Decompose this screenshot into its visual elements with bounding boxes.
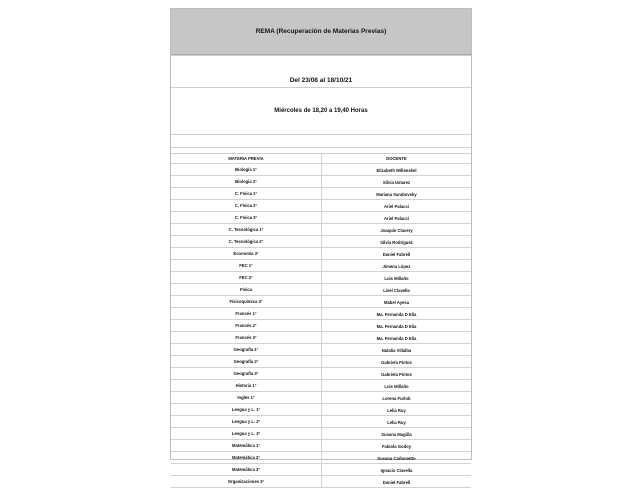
- table-body: [171, 164, 471, 488]
- teacher-cell: Mabel Ayesa: [322, 296, 472, 308]
- table-row: [171, 296, 471, 308]
- schedule-text: Miércoles de 18,20 a 19,40 Horas: [171, 88, 471, 135]
- subject-cell: Francés 1°: [171, 308, 322, 320]
- teacher-cell: Lorena Furlob: [322, 392, 472, 404]
- table-row: [171, 212, 471, 224]
- subject-cell: Geografía 1°: [171, 344, 322, 356]
- subject-cell: C. Tecnológica 1°: [171, 224, 322, 236]
- teacher-cell: Gabriela Pintos: [322, 368, 472, 380]
- subject-cell: Geografía 3°: [171, 368, 322, 380]
- table-row: [171, 404, 471, 416]
- teacher-cell: Mariana Sarabovsky: [322, 188, 472, 200]
- subject-cell: Geografía 2°: [171, 356, 322, 368]
- teacher-cell: Ignacio Clavella: [322, 464, 472, 476]
- table-row: [171, 332, 471, 344]
- teacher-cell: Lisel Clavella: [322, 284, 472, 296]
- teacher-cell: Ma. Fernanda D Elía: [322, 308, 472, 320]
- table-row: [171, 236, 471, 248]
- subject-cell: FEC 2°: [171, 272, 322, 284]
- subject-cell: Física: [171, 284, 322, 296]
- table-row: [171, 368, 471, 380]
- subject-cell: Biología 1°: [171, 164, 322, 176]
- teacher-cell: Luis Millaño: [322, 380, 472, 392]
- teacher-cell: Lelia Ruy: [322, 416, 472, 428]
- column-header-teacher: DOCENTE: [322, 154, 472, 164]
- table-row: [171, 284, 471, 296]
- teacher-cell: Joaquín Clavery: [322, 224, 472, 236]
- teacher-cell: Daniel Fabrell: [322, 248, 472, 260]
- subject-cell: Lengua y L. 3°: [171, 428, 322, 440]
- spacer-row: [171, 135, 471, 148]
- table-row: [171, 428, 471, 440]
- teacher-cell: Daniel Fabrell: [322, 476, 472, 488]
- subject-cell: FEC 1°: [171, 260, 322, 272]
- teacher-cell: Jimena López: [322, 260, 472, 272]
- subject-cell: Economía 3°: [171, 248, 322, 260]
- teacher-cell: Fabiola Godoy: [322, 440, 472, 452]
- table-row: [171, 344, 471, 356]
- teacher-cell: Luis Millaño: [322, 272, 472, 284]
- subject-cell: Matemática 3°: [171, 464, 322, 476]
- table-row: [171, 356, 471, 368]
- teacher-cell: Silvia Ustarez: [322, 176, 472, 188]
- subject-cell: Francés 2°: [171, 320, 322, 332]
- subject-cell: Fisicoquímica 3°: [171, 296, 322, 308]
- table-row: [171, 176, 471, 188]
- teacher-cell: Natalia Villalba: [322, 344, 472, 356]
- teacher-cell: Ma. Fernanda D Elía: [322, 332, 472, 344]
- subjects-table: [171, 154, 471, 488]
- table-row: [171, 320, 471, 332]
- table-row: [171, 308, 471, 320]
- table-row: [171, 416, 471, 428]
- table-header-row: [171, 154, 471, 164]
- subject-cell: C. Física 1°: [171, 188, 322, 200]
- teacher-cell: Ariel Palacci: [322, 200, 472, 212]
- teacher-cell: Silvia Rodríguez: [322, 236, 472, 248]
- teacher-cell: Ariel Palacci: [322, 212, 472, 224]
- subject-cell: C. Física 2°: [171, 200, 322, 212]
- teacher-cell: Ma. Fernanda D Elía: [322, 320, 472, 332]
- table-row: [171, 392, 471, 404]
- teacher-cell: Gabriela Pintos: [322, 356, 472, 368]
- document-title: REMA (Recuperación de Materias Previas): [171, 9, 471, 55]
- subject-cell: Matemática 2°: [171, 452, 322, 464]
- subject-cell: Matemática 1°: [171, 440, 322, 452]
- subject-cell: Historia 1°: [171, 380, 322, 392]
- subject-cell: Francés 3°: [171, 332, 322, 344]
- table-row: [171, 200, 471, 212]
- subject-cell: C. Física 3°: [171, 212, 322, 224]
- table-row: [171, 272, 471, 284]
- subject-cell: C. Tecnológica 2°: [171, 236, 322, 248]
- table-row: [171, 452, 471, 464]
- subject-cell: Organizaciones 3°: [171, 476, 322, 488]
- table-row: [171, 476, 471, 488]
- subject-cell: Lengua y L. 1°: [171, 404, 322, 416]
- subject-cell: Biología 2°: [171, 176, 322, 188]
- teacher-cell: Susana Magiña: [322, 428, 472, 440]
- table-row: [171, 260, 471, 272]
- table-row: [171, 248, 471, 260]
- document-sheet: [170, 8, 472, 485]
- subject-cell: Inglés 1°: [171, 392, 322, 404]
- table-row: [171, 464, 471, 476]
- column-header-subject: MATERIA PREVIA: [171, 154, 322, 164]
- table-row: [171, 380, 471, 392]
- teacher-cell: Lelia Ruy: [322, 404, 472, 416]
- date-range: Del 23/08 al 18/10/21: [171, 56, 471, 88]
- table-row: [171, 164, 471, 176]
- table-row: [171, 224, 471, 236]
- teacher-cell: Susana Carbonetto: [322, 452, 472, 464]
- teacher-cell: Elizabeth Willenskel: [322, 164, 472, 176]
- table-row: [171, 440, 471, 452]
- table-row: [171, 188, 471, 200]
- subject-cell: Lengua y L. 2°: [171, 416, 322, 428]
